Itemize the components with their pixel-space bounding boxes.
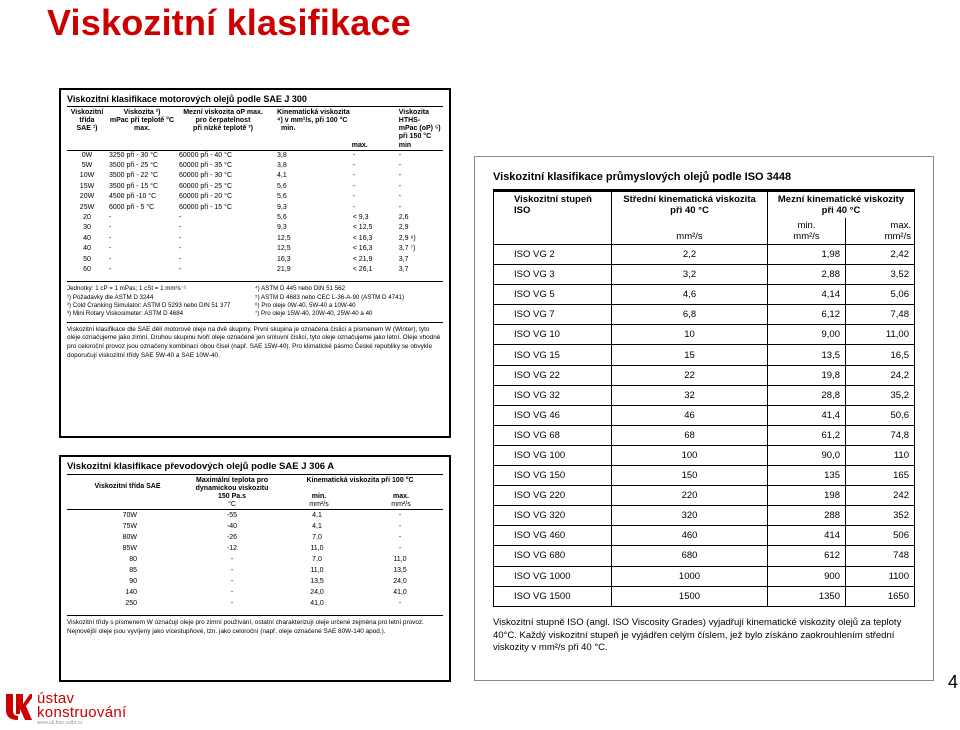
- table-cell: 85: [129, 567, 137, 575]
- table-cell: -: [398, 172, 402, 180]
- table-cell: -: [109, 266, 112, 274]
- j306-paragraph: Viskozitní třídy s písmenem W označují oleje pro zimní používání, ostatní charakterizují oleje určené zejména pro letní provoz. Nejnovější oleje jsou vyvíjeny jako vícestupňové, tzn. jako celoroční (např. oleje označené SAE 80W-140 apod.).: [67, 615, 443, 636]
- table-row: [494, 265, 915, 285]
- table-cell: 90: [129, 578, 137, 586]
- table-row: [67, 532, 443, 543]
- table-cell: ISO VG 7: [494, 305, 612, 325]
- table-cell: -: [398, 545, 402, 553]
- table-row: [494, 526, 915, 546]
- table-cell: < 12,5: [352, 224, 373, 232]
- footnote: ⁶) Pro oleje 0W-40, 5W-40 a 10W-40: [255, 301, 356, 309]
- table-cell: 13,5: [393, 567, 407, 575]
- footnote: ⁴) ASTM D 445 nebo DIN 51 562: [255, 285, 346, 293]
- logo-text-line2: konstruování: [37, 704, 127, 721]
- table-cell: 60000 při - 30 °C: [179, 172, 232, 180]
- table-cell: -55: [226, 512, 238, 520]
- table-row: [494, 506, 915, 526]
- table-cell: 4,1: [312, 512, 322, 520]
- table-cell: 3500 při - 15 °C: [109, 182, 159, 190]
- table-cell: 1650: [846, 586, 915, 606]
- table-cell: 135: [768, 466, 846, 486]
- j300-header-viscosity: Viskozita ²) mPac při teplotě °C max.: [107, 109, 177, 150]
- table-cell: -12: [226, 545, 238, 553]
- table-row: [494, 405, 915, 425]
- table-cell: 24,0: [393, 578, 407, 586]
- table-cell: 60000 při - 15 °C: [179, 203, 232, 211]
- j300-header-max: max.: [351, 109, 395, 150]
- table-row: [67, 255, 443, 265]
- table-cell: 3500 při - 25 °C: [109, 161, 159, 169]
- table-cell: 6,12: [768, 305, 846, 325]
- table-cell: 24,2: [846, 365, 915, 385]
- table-cell: 80: [129, 556, 137, 564]
- table-cell: -: [352, 193, 356, 201]
- table-cell: 60000 při - 35 °C: [179, 161, 232, 169]
- j306-header-class: Viskozitní třída SAE: [67, 477, 187, 510]
- table-cell: 3,8: [277, 151, 287, 159]
- table-cell: 11,0: [310, 545, 324, 553]
- table-cell: 61,2: [768, 425, 846, 445]
- iso-paragraph: Viskozitní stupně ISO (angl. ISO Viscosity Grades) vyjadřují kinematické viskozity olejů za teploty 40°C. Každý viskozitní stupeň je vyjádřen celým číslem, jež bylo získáno zaokrouhlením střední viskozity v mm²/s při 40 °C.: [493, 616, 902, 654]
- table-cell: 288: [768, 506, 846, 526]
- table-cell: -: [230, 567, 234, 575]
- table-cell: ISO VG 1500: [494, 586, 612, 606]
- table-cell: 41,4: [768, 405, 846, 425]
- iso-3448-panel: [474, 156, 934, 681]
- table-cell: 748: [846, 546, 915, 566]
- table-row: [494, 325, 915, 345]
- table-row: [67, 244, 443, 254]
- table-row: [67, 161, 443, 171]
- table-cell: -: [230, 589, 234, 597]
- table-cell: 10: [612, 325, 768, 345]
- table-row: [494, 445, 915, 465]
- table-cell: 11,0: [310, 567, 324, 575]
- j300-header-hths: Viskozita HTHS- mPac (oP) ⁵) při 150 °C min: [395, 109, 443, 150]
- table-cell: 1100: [846, 566, 915, 586]
- table-cell: ISO VG 15: [494, 345, 612, 365]
- table-cell: < 16,3: [352, 234, 373, 242]
- table-row: [67, 171, 443, 181]
- table-cell: 2,6: [398, 214, 409, 222]
- table-cell: < 26,1: [352, 266, 373, 274]
- table-cell: 50: [83, 255, 91, 263]
- table-cell: 3250 při - 30 °C: [109, 151, 159, 159]
- table-row: [494, 345, 915, 365]
- table-row: [67, 576, 443, 587]
- table-row: [494, 385, 915, 405]
- footnote: ⁵) ASTM D 4683 nebo CEC L-36-A-90 (ASTM D 4741): [255, 293, 405, 301]
- sae-j306-panel: [59, 455, 451, 682]
- table-cell: 16,5: [846, 345, 915, 365]
- iso-header-mean: Střední kinematická viskozita při 40 °C: [612, 192, 768, 219]
- table-cell: 35,2: [846, 385, 915, 405]
- table-cell: 1500: [612, 586, 768, 606]
- table-cell: 50,6: [846, 405, 915, 425]
- table-cell: 250: [125, 600, 137, 608]
- table-cell: 242: [846, 486, 915, 506]
- table-cell: ISO VG 460: [494, 526, 612, 546]
- sae-j306-title: Viskozitní klasifikace převodových olejů podle SAE J 306 A: [67, 461, 443, 475]
- slide-title: Viskozitní klasifikace: [47, 2, 411, 43]
- logo-url: www.uk.fme.vutbr.cz: [37, 720, 83, 726]
- table-cell: -: [179, 266, 182, 274]
- table-cell: 198: [768, 486, 846, 506]
- table-cell: 9,3: [277, 203, 287, 211]
- table-cell: 60: [83, 266, 91, 274]
- table-cell: 7,0: [312, 534, 322, 542]
- table-cell: 5,6: [277, 182, 287, 190]
- table-cell: ISO VG 1000: [494, 566, 612, 586]
- table-cell: 165: [846, 466, 915, 486]
- table-cell: 70W: [122, 512, 137, 520]
- table-cell: 12,5: [277, 234, 291, 242]
- table-row: [67, 213, 443, 223]
- table-row: [67, 150, 443, 161]
- table-cell: -: [398, 534, 402, 542]
- table-cell: 7,0: [312, 556, 322, 564]
- table-cell: 16,3: [277, 255, 291, 263]
- table-cell: 11,0: [393, 556, 407, 564]
- table-cell: 6,8: [612, 305, 768, 325]
- table-cell: -: [230, 556, 234, 564]
- table-cell: 3,52: [846, 265, 915, 285]
- table-cell: -: [398, 600, 402, 608]
- table-cell: 3,2: [612, 265, 768, 285]
- j300-notes-right: [255, 285, 443, 317]
- table-cell: ISO VG 150: [494, 466, 612, 486]
- table-cell: 10W: [79, 172, 95, 180]
- table-cell: 15W: [79, 182, 95, 190]
- iso-header-grade: Viskozitní stupeň ISO: [494, 192, 612, 245]
- table-row: [67, 234, 443, 244]
- table-cell: -: [179, 255, 182, 263]
- table-row: [494, 586, 915, 606]
- table-cell: 30: [83, 224, 91, 232]
- table-row: [67, 203, 443, 213]
- table-cell: 24,0: [310, 589, 324, 597]
- table-row: [67, 587, 443, 598]
- table-cell: 9,3: [277, 224, 287, 232]
- table-row: [494, 546, 915, 566]
- table-row: [67, 598, 443, 609]
- table-cell: 4,1: [312, 523, 322, 531]
- table-cell: 68: [612, 425, 768, 445]
- page-number: 4: [948, 672, 959, 692]
- institute-logo: [4, 690, 144, 726]
- table-cell: -: [109, 224, 112, 232]
- table-cell: ISO VG 32: [494, 385, 612, 405]
- table-cell: 21,9: [277, 266, 291, 274]
- table-cell: 15: [612, 345, 768, 365]
- table-cell: -26: [226, 534, 238, 542]
- table-cell: 3,7: [398, 266, 409, 274]
- table-cell: 3,7: [398, 255, 409, 263]
- table-cell: 1000: [612, 566, 768, 586]
- table-cell: 60000 při - 25 °C: [179, 182, 232, 190]
- sae-j300-panel: [59, 88, 451, 438]
- table-cell: 612: [768, 546, 846, 566]
- table-cell: 90,0: [768, 445, 846, 465]
- table-cell: -40: [226, 523, 238, 531]
- table-row: [67, 554, 443, 565]
- table-cell: 680: [612, 546, 768, 566]
- footnote: ²) Cold Cranking Simulator: ASTM D 5293 nebo DIN 51 377: [67, 301, 231, 309]
- table-cell: ISO VG 220: [494, 486, 612, 506]
- table-cell: 140: [125, 589, 137, 597]
- table-cell: ISO VG 100: [494, 445, 612, 465]
- table-cell: 1350: [768, 586, 846, 606]
- table-cell: -: [109, 214, 112, 222]
- table-cell: 2,9 ⁶): [398, 234, 416, 242]
- table-cell: 85W: [122, 545, 137, 553]
- table-row: [494, 566, 915, 586]
- table-cell: 506: [846, 526, 915, 546]
- table-cell: 2,42: [846, 245, 915, 265]
- table-cell: 3,7 ⁷): [398, 245, 416, 253]
- table-cell: 5,6: [277, 193, 287, 201]
- table-cell: < 9,3: [352, 214, 369, 222]
- table-cell: 74,8: [846, 425, 915, 445]
- table-cell: -: [352, 151, 356, 159]
- table-cell: 4,14: [768, 285, 846, 305]
- table-cell: < 21,9: [352, 255, 373, 263]
- table-cell: -: [179, 214, 182, 222]
- table-cell: 41,0: [393, 589, 407, 597]
- table-cell: -: [109, 245, 112, 253]
- table-cell: 110: [846, 445, 915, 465]
- table-cell: 460: [612, 526, 768, 546]
- table-cell: 40: [83, 234, 91, 242]
- table-row: [67, 223, 443, 233]
- sae-j300-table: [67, 109, 443, 275]
- table-row: [494, 365, 915, 385]
- table-cell: -: [398, 203, 402, 211]
- table-cell: 2,2: [612, 245, 768, 265]
- table-cell: 220: [612, 486, 768, 506]
- table-cell: -: [352, 172, 356, 180]
- j306-header-kinematic: Kinematická viskozita při 100 °C min. mm²/s max. mm²/s: [277, 477, 443, 510]
- table-cell: 4,1: [277, 172, 287, 180]
- table-cell: -: [352, 203, 356, 211]
- j300-header-kinematic: Kinematická viskozita ⁴) v mm²/s, při 100 °C min.: [269, 109, 351, 150]
- table-cell: 352: [846, 506, 915, 526]
- table-row: [67, 192, 443, 202]
- table-cell: 20W: [79, 193, 95, 201]
- table-cell: ISO VG 320: [494, 506, 612, 526]
- table-row: [494, 466, 915, 486]
- table-cell: -: [230, 600, 234, 608]
- table-cell: -: [179, 224, 182, 232]
- table-cell: 75W: [122, 523, 137, 531]
- footnote: Jednotky: 1 cP = 1 mPas; 1 cSt = 1 mm²s⁻¹: [67, 285, 187, 293]
- table-cell: 20: [83, 214, 91, 222]
- table-cell: 32: [612, 385, 768, 405]
- table-cell: 5,06: [846, 285, 915, 305]
- table-cell: 2,9: [398, 224, 409, 232]
- table-cell: 414: [768, 526, 846, 546]
- table-row: [67, 182, 443, 192]
- iso-header-mean-unit: mm²/s: [612, 218, 768, 245]
- iso-header-max: max. mm²/s: [846, 218, 915, 245]
- table-cell: 25W: [79, 203, 95, 211]
- table-cell: 60000 při - 40 °C: [179, 151, 232, 159]
- table-cell: ISO VG 3: [494, 265, 612, 285]
- table-cell: 900: [768, 566, 846, 586]
- table-cell: 7,48: [846, 305, 915, 325]
- table-cell: 3,8: [277, 161, 287, 169]
- table-cell: ISO VG 10: [494, 325, 612, 345]
- table-row: [67, 265, 443, 275]
- table-cell: 13,5: [310, 578, 324, 586]
- table-cell: ISO VG 680: [494, 546, 612, 566]
- j300-notes-left: [67, 285, 255, 317]
- uk-logo-icon: [4, 692, 32, 722]
- table-cell: 28,8: [768, 385, 846, 405]
- table-cell: 2,88: [768, 265, 846, 285]
- table-cell: < 16,3: [352, 245, 373, 253]
- table-row: [494, 245, 915, 265]
- table-cell: 0W: [81, 151, 93, 159]
- table-cell: 5,6: [277, 214, 287, 222]
- table-cell: 4500 při -10 °C: [109, 193, 157, 201]
- table-cell: -: [109, 234, 112, 242]
- table-cell: 150: [612, 466, 768, 486]
- iso-table: [493, 191, 915, 607]
- j300-header-pumpability: Mezní viskozita oP max. pro čerpatelnost při nízké teplotě ³): [177, 109, 269, 150]
- table-cell: ISO VG 68: [494, 425, 612, 445]
- table-cell: -: [230, 578, 234, 586]
- table-row: [494, 285, 915, 305]
- table-cell: 5W: [81, 161, 93, 169]
- table-cell: -: [398, 182, 402, 190]
- table-cell: 60000 při - 20 °C: [179, 193, 232, 201]
- table-cell: 46: [612, 405, 768, 425]
- table-cell: ISO VG 2: [494, 245, 612, 265]
- footnote: ³) Mini Rotary Viskosimeter: ASTM D 4684: [67, 309, 184, 317]
- table-cell: ISO VG 5: [494, 285, 612, 305]
- iso-title: Viskozitní klasifikace průmyslových olejů podle ISO 3448: [493, 171, 915, 191]
- table-row: [67, 565, 443, 576]
- table-cell: ISO VG 46: [494, 405, 612, 425]
- table-cell: 19,8: [768, 365, 846, 385]
- sae-j300-title: Viskozitní klasifikace motorových olejů podle SAE J 300: [67, 94, 443, 107]
- table-cell: 100: [612, 445, 768, 465]
- table-cell: 6000 při - 5 °C: [109, 203, 155, 211]
- table-cell: -: [398, 151, 402, 159]
- table-cell: 41,0: [310, 600, 324, 608]
- table-cell: 320: [612, 506, 768, 526]
- j306-header-temp: Maximální teplota pro dynamickou viskozitu 150 Pa.s °C: [187, 477, 277, 510]
- table-row: [494, 486, 915, 506]
- table-cell: ISO VG 22: [494, 365, 612, 385]
- table-cell: -: [109, 255, 112, 263]
- table-cell: -: [179, 234, 182, 242]
- table-cell: 40: [83, 245, 91, 253]
- table-cell: 9,00: [768, 325, 846, 345]
- table-row: [67, 521, 443, 532]
- table-row: [494, 305, 915, 325]
- table-cell: -: [179, 245, 182, 253]
- table-cell: 22: [612, 365, 768, 385]
- table-cell: 3500 při - 22 °C: [109, 172, 159, 180]
- j300-notes: [67, 281, 443, 317]
- iso-header-limits: Mezní kinematické viskozity při 40 °C: [768, 192, 915, 219]
- table-cell: 11,00: [846, 325, 915, 345]
- table-cell: -: [398, 193, 402, 201]
- iso-header-min: min. mm²/s: [768, 218, 846, 245]
- sae-j306-table: [67, 477, 443, 609]
- table-cell: 13,5: [768, 345, 846, 365]
- j300-header-class: Viskozitní třída SAE ¹): [67, 109, 107, 150]
- table-cell: -: [352, 182, 356, 190]
- table-cell: -: [352, 161, 356, 169]
- footnote: ¹) Požadavky dle ASTM D 3244: [67, 293, 154, 301]
- table-cell: 1,98: [768, 245, 846, 265]
- table-cell: 12,5: [277, 245, 291, 253]
- table-cell: -: [398, 161, 402, 169]
- logo-text-line1: ústav: [37, 690, 75, 707]
- table-cell: 4,6: [612, 285, 768, 305]
- table-row: [67, 543, 443, 554]
- table-row: [67, 510, 443, 522]
- table-cell: -: [398, 523, 402, 531]
- footnote: ⁷) Pro oleje 15W-40, 20W-40, 25W-40 a 40: [255, 309, 373, 317]
- j300-paragraph: Viskozitní klasifikace dle SAE dělí motorové oleje na dvě skupiny. První skupina je označena číslicí a písmenem W (Winter), tyto oleje označujeme jako zimní. Druhou skupinu tvoří oleje označené jen smluvní číslicí, tyto oleje označujeme jako letní. Oleje vhodné pro celoroční provoz jsou označeny kombinací obou čísel (např. SAE 15W-40). Pro klimatické pásmo České republiky se obvykle doporučují viskozitní třídy SAE 5W-40 a SAE 10W-40.: [67, 322, 443, 361]
- table-row: [494, 425, 915, 445]
- table-cell: 80W: [122, 534, 137, 542]
- table-cell: -: [398, 512, 402, 520]
